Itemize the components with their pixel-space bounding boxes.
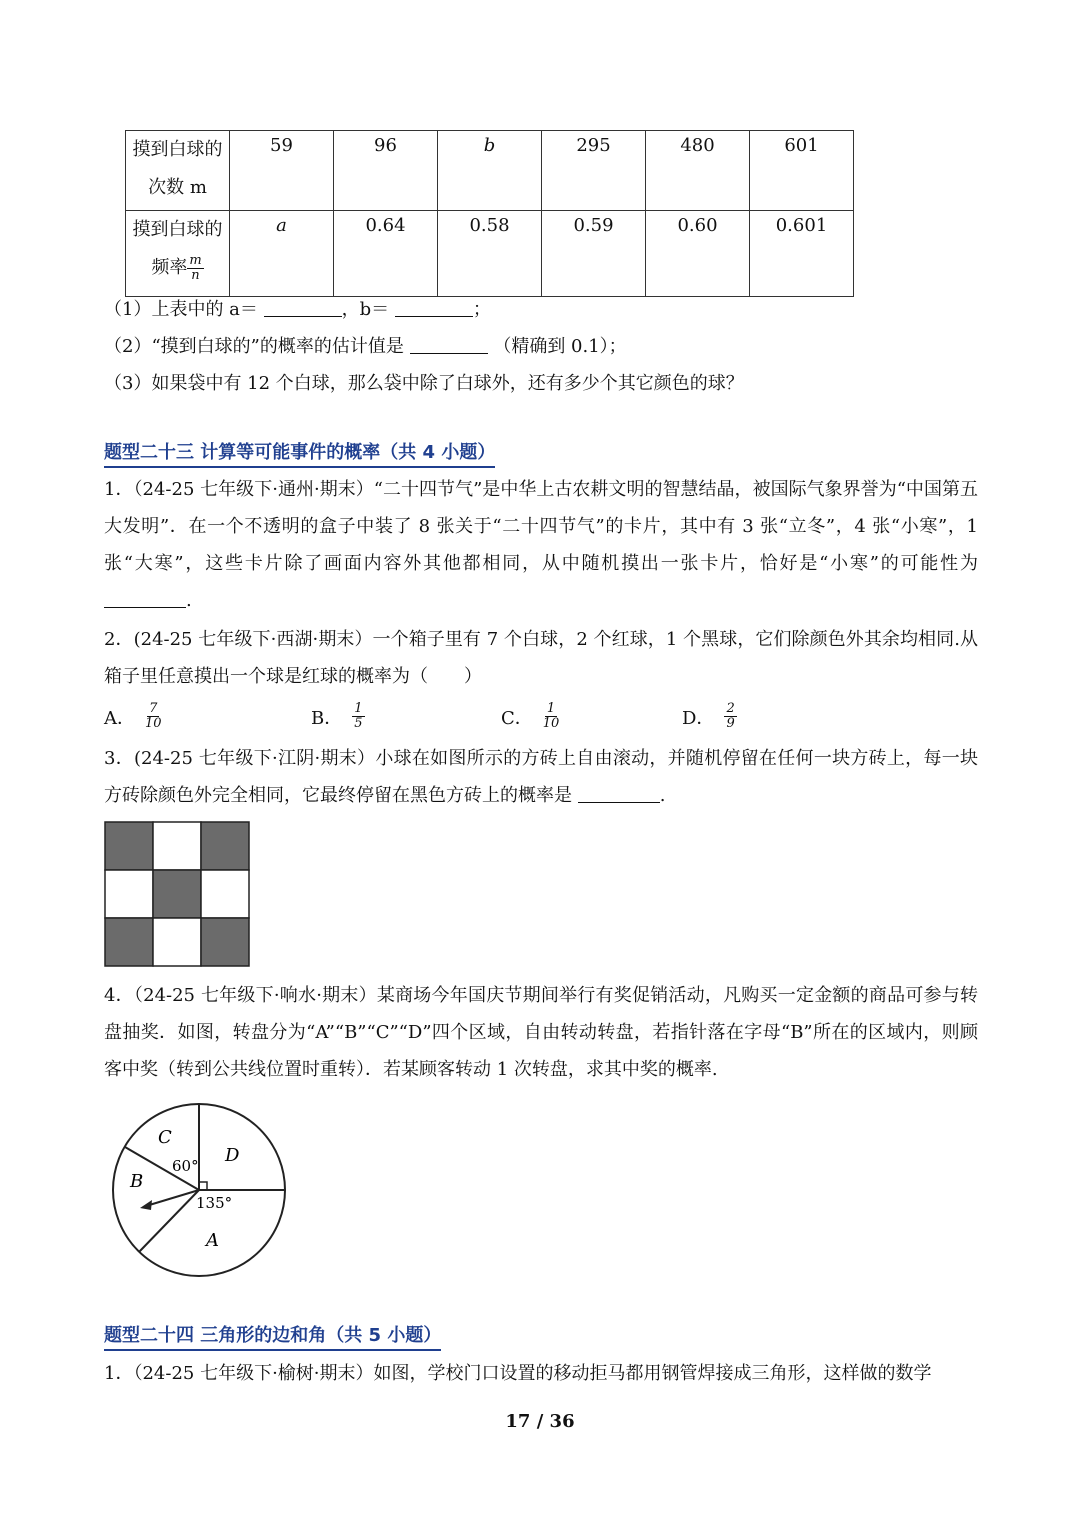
- row-header: [126, 211, 230, 297]
- tile-white: [201, 870, 249, 918]
- tile-dark: [105, 822, 153, 870]
- tile-dark: [105, 918, 153, 966]
- region-label-a: A: [206, 1230, 219, 1251]
- option-a[interactable]: [104, 702, 162, 731]
- option-fraction: [543, 702, 560, 731]
- question-part-2: [104, 335, 627, 359]
- s23-question-1: [104, 471, 978, 619]
- row-header-line: [130, 169, 225, 207]
- question-part-1: [104, 298, 491, 322]
- table-cell: 59: [230, 131, 334, 211]
- s23-question-4: 4．（24-25 七年级下·响水·期末）某商场今年国庆节期间举行有奖促销活动，凡购买一定金额的商品可参与转盘抽奖．如图，转盘分为“A”“B”“C”“D”四个区域，自由转动转盘，若指针落在字母“B”所在的区域内，则顾客中奖（转到公共线位置时重转）．若某顾客转动 1 次转盘，求其中奖的概率.: [104, 985, 978, 1080]
- fraction-numerator: 2: [726, 701, 735, 716]
- row-header-line: 摸到白球的: [132, 139, 223, 160]
- region-label-d: D: [225, 1145, 240, 1166]
- region-label-c: C: [158, 1127, 172, 1148]
- table-cell: a: [230, 211, 334, 297]
- part-2-text-b: （精确到 0.1）；: [493, 336, 627, 357]
- angle-label-135: 135°: [196, 1194, 233, 1212]
- tile-grid-figure: [104, 821, 252, 967]
- angle-label-60: 60°: [172, 1157, 199, 1175]
- table-cell: 0.64: [334, 211, 438, 297]
- s24-question-1: 1．（24-25 七年级下·榆树·期末）如图，学校门口设置的移动拒马都用钢管焊接成三角形，这样做的数学: [104, 1363, 932, 1384]
- s23-question-2-options: [104, 702, 864, 742]
- option-fraction: [724, 702, 736, 731]
- row-header-text: 频率: [151, 257, 188, 278]
- question-text: 1．（24-25 七年级下·通州·期末）“二十四节气”是中华上古农耕文明的智慧结晶，被国际气象界誉为“中国第五大发明”．在一个不透明的盒子中装了 8 张关于“二十四节气”的卡片，其中有 3 张“立冬”，4 张“小寒”，1 张“大寒”，这些卡片除了画面内容外其他都相同，从中随机摸出一张卡片，恰好是“小寒”的可能性为: [104, 479, 978, 574]
- s23-question-3: [104, 740, 978, 814]
- option-label: B．: [311, 707, 343, 729]
- option-c[interactable]: [501, 702, 559, 731]
- tile-dark: [153, 870, 201, 918]
- row-header-line: 摸到白球的: [132, 219, 223, 240]
- table-cell: 0.60: [646, 211, 750, 297]
- row-header: [126, 131, 230, 211]
- question-end: .: [659, 785, 666, 806]
- answer-blank[interactable]: [104, 589, 186, 608]
- table-row: [126, 131, 854, 211]
- fraction-denominator: 10: [145, 716, 162, 731]
- fraction-numerator: 7: [149, 701, 158, 716]
- row-header-line: [130, 249, 225, 287]
- question-end: .: [186, 590, 192, 611]
- option-fraction: [352, 702, 364, 731]
- option-d[interactable]: [682, 702, 737, 731]
- option-fraction: [145, 702, 162, 731]
- table-cell: 601: [750, 131, 854, 211]
- part-1-end: ；: [472, 299, 491, 320]
- table-cell: 480: [646, 131, 750, 211]
- answer-blank[interactable]: [410, 335, 488, 354]
- tile-white: [153, 822, 201, 870]
- option-label: A．: [104, 707, 135, 729]
- fraction-numerator: 1: [354, 701, 363, 716]
- table-cell: 0.59: [542, 211, 646, 297]
- fraction-denominator: n: [191, 267, 200, 283]
- answer-blank[interactable]: [578, 784, 660, 803]
- spinner-figure: [108, 1096, 290, 1278]
- option-label: C．: [501, 707, 533, 729]
- fraction-denominator: 9: [726, 716, 735, 731]
- fraction-denominator: 5: [354, 716, 363, 731]
- s23-question-2: 2．(24-25 七年级下·西湖·期末）一个箱子里有 7 个白球，2 个红球，1 个黑球，它们除颜色外其余均相同.从箱子里任意摸出一个球是红球的概率为（ ）: [104, 629, 978, 687]
- table-cell: 295: [542, 131, 646, 211]
- fraction-denominator: 10: [542, 716, 560, 731]
- section-title-23: 题型二十三 计算等可能事件的概率（共 4 小题）: [104, 441, 495, 468]
- fraction-m-over-n: [187, 254, 203, 283]
- tile-white: [153, 918, 201, 966]
- part-1-text: （1）上表中的 a＝: [104, 299, 258, 320]
- table-row: [126, 211, 854, 297]
- table-cell: 0.58: [438, 211, 542, 297]
- option-b[interactable]: [311, 702, 365, 731]
- part-1-text-b: ，b＝: [341, 299, 390, 320]
- tile-dark: [201, 918, 249, 966]
- tile-dark: [201, 822, 249, 870]
- table-cell: 0.601: [750, 211, 854, 297]
- table-cell: 96: [334, 131, 438, 211]
- question-text: 3．(24-25 七年级下·江阴·期末）小球在如图所示的方砖上自由滚动，并随机停留在任何一块方砖上，每一块方砖除颜色外完全相同，它最终停留在黑色方砖上的概率是: [104, 748, 978, 806]
- table-cell: b: [438, 131, 542, 211]
- question-part-3: （3）如果袋中有 12 个白球，那么袋中除了白球外，还有多少个其它颜色的球？: [104, 373, 744, 394]
- frequency-table: [125, 130, 854, 297]
- part-2-text: （2）“摸到白球的”的概率的估计值是: [104, 336, 404, 357]
- fraction-numerator: m: [189, 252, 202, 268]
- tile-white: [105, 870, 153, 918]
- right-angle-mark: [199, 1182, 207, 1190]
- region-label-b: B: [130, 1171, 144, 1192]
- pointer-arrowhead: [140, 1200, 152, 1210]
- option-label: D．: [682, 707, 715, 729]
- answer-blank[interactable]: [395, 298, 473, 317]
- fraction-numerator: 1: [546, 701, 556, 716]
- section-title-24: 题型二十四 三角形的边和角（共 5 小题）: [104, 1324, 441, 1351]
- row-header-text: 次数 m: [148, 177, 207, 198]
- page-number: 17 / 36: [505, 1411, 575, 1432]
- answer-blank[interactable]: [264, 298, 342, 317]
